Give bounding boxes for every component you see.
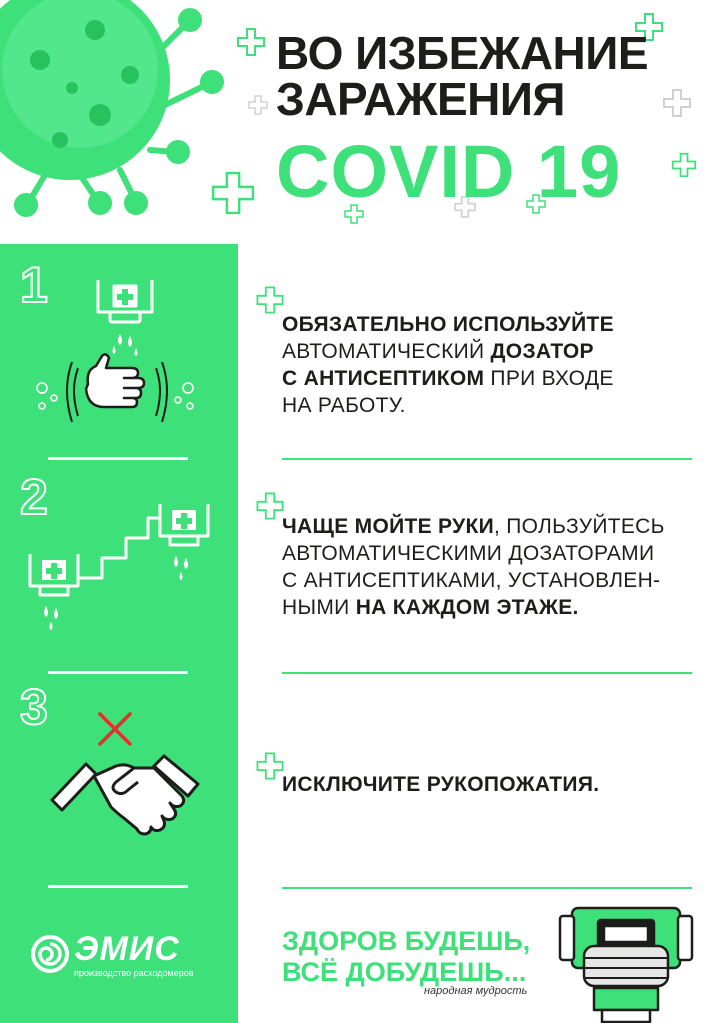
step-1-line: НА РАБОТУ. (282, 394, 406, 417)
step-number-3: 3 (20, 679, 48, 735)
step-3-line: ИСКЛЮЧИТЕ РУКОПОЖАТИЯ. (282, 773, 600, 796)
plus-icon (236, 27, 266, 57)
logo-subtitle: производство расходомеров (74, 968, 194, 978)
step-divider (282, 887, 692, 889)
title-line-1: ВО ИЗБЕЖАНИЕ (276, 27, 649, 79)
panel-separator (48, 885, 188, 888)
virus-icon (0, 0, 230, 225)
logo-name: ЭМИС (74, 930, 180, 968)
plus-icon (256, 492, 284, 520)
step-number-1: 1 (20, 257, 48, 313)
step-1-line: АВТОМАТИЧЕСКИЙ ДОЗАТОР (282, 340, 594, 363)
emis-logo (30, 932, 220, 982)
panel-separator (48, 671, 188, 674)
poster-title (276, 27, 656, 214)
step-divider (282, 458, 692, 460)
step-1-text (282, 311, 614, 419)
plus-icon (671, 152, 697, 178)
logo-swirl-icon (30, 934, 70, 974)
step-divider (282, 672, 692, 674)
step-2-line: АВТОМАТИЧЕСКИМИ ДОЗАТОРАМИ (282, 542, 655, 565)
plus-icon (256, 752, 284, 780)
step-1-line: ОБЯЗАТЕЛЬНО ИСПОЛЬЗУЙТЕ (282, 313, 614, 336)
slogan-attribution: народная мудрость (424, 985, 528, 997)
panel-separator (48, 457, 188, 460)
dispenser-hand-icon (28, 272, 208, 442)
step-2-line: НЫМИ НА КАЖДОМ ЭТАЖЕ. (282, 596, 579, 619)
dispensers-stairs-icon (24, 498, 214, 648)
step-number-2: 2 (20, 469, 48, 525)
title-covid: COVID 19 (276, 130, 622, 213)
step-3-text (282, 771, 599, 798)
plus-icon (248, 95, 268, 115)
plus-icon (210, 170, 256, 216)
masked-flowmeter-icon (552, 906, 702, 1023)
step-1-line: С АНТИСЕПТИКОМ ПРИ ВХОДЕ (282, 367, 614, 390)
no-handshake-icon (50, 710, 200, 860)
panel-divider (238, 244, 242, 1023)
step-2-line: ЧАЩЕ МОЙТЕ РУКИ, ПОЛЬЗУЙТЕСЬ (282, 515, 665, 538)
slogan-line-1: ЗДОРОВ БУДЕШЬ, (282, 926, 531, 956)
plus-icon (662, 88, 692, 118)
slogan-line-2: ВСЁ ДОБУДЕШЬ... (282, 957, 527, 987)
slogan (282, 926, 530, 988)
plus-icon (256, 286, 284, 314)
step-2-text (282, 513, 665, 621)
step-2-line: С АНТИСЕПТИКАМИ, УСТАНОВЛЕН- (282, 569, 661, 592)
title-line-2: ЗАРАЖЕНИЯ (276, 73, 565, 125)
